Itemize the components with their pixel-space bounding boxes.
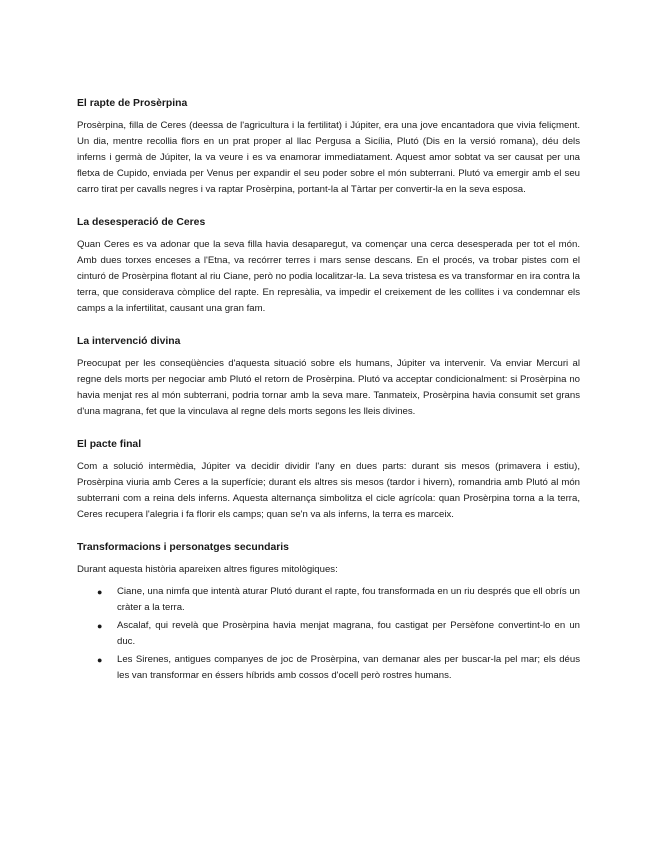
section-heading: La intervenció divina [77,336,181,347]
section-heading: Transformacions i personatges secundaris [77,542,289,553]
list-item-text: Ascalaf, qui revelà que Prosèrpina havia menjat magrana, fou castigat per Persèfone convertint-lo en un duc. [117,620,580,647]
section-transformacions [77,541,580,684]
section-heading: El rapte de Prosèrpina [77,98,188,109]
section-desesperacio [77,216,580,317]
section-body: Quan Ceres es va adonar que la seva filla havia desaparegut, va començar una cerca desesperada per tot el món. Amb dues torxes enceses a l'Etna, va recórrer terres i mars sense descans. En el procés, va trobar pistes com el cinturó de Prosèrpina flotant al riu Ciane, però no podia localitzar-la. La seva tristesa es va transformar en ira contra la terra, que considerava còmplice del rapte. En represàlia, va impedir el creixement de les collites i va condemnar els camps a la infertilitat, causant una gran fam. [77,239,580,314]
list-item [77,652,580,684]
section-intro: Durant aquesta història apareixen altres figures mitològiques: [77,564,338,575]
bullet-icon: ● [97,621,103,631]
section-heading: La desesperació de Ceres [77,217,206,228]
bullet-icon: ● [97,655,103,665]
section-pacte [77,438,580,523]
figures-list [77,584,580,684]
section-heading: El pacte final [77,439,142,450]
section-body: Prosèrpina, filla de Ceres (deessa de l'agricultura i la fertilitat) i Júpiter, era una jove encantadora que vivia feliçment. Un dia, mentre recollia flors en un prat proper al llac Pergusa a Sicília, Plutó (Dis en la versió romana), déu dels inferns i germà de Júpiter, la va veure i es va enamorar immediatament. Aquest amor sobtat va ser causat per una fletxa de Cupido, enviada per Venus per expandir el seu poder sobre el món subterrani. Plutó va emergir amb el seu carro tirat per cavalls negres i va raptar Prosèrpina, portant-la al Tàrtar per convertir-la en la seva esposa. [77,120,580,195]
list-item [77,584,580,616]
list-item-text: Ciane, una nimfa que intentà aturar Plutó durant el rapte, fou transformada en un riu després que ell obrís un cràter a la terra. [117,586,580,613]
list-item-text: Les Sirenes, antigues companyes de joc de Prosèrpina, van demanar ales per buscar-la pel mar; els déus les van transformar en éssers híbrids amb cossos d'ocell però rostres humans. [117,654,580,681]
section-body: Com a solució intermèdia, Júpiter va decidir dividir l'any en dues parts: durant sis mesos (primavera i estiu), Prosèrpina viuria amb Ceres a la superfície; durant els altres sis mesos (tardor i hivern), romandria amb Plutó al món subterrani com a reina dels inferns. Aquesta alternança simbolitza el cicle agrícola: quan Prosèrpina torna a la terra, Ceres recupera l'alegria i fa florir els camps; quan se'n va als inferns, la terra es marceix. [77,461,580,520]
list-item [77,618,580,650]
section-body: Preocupat per les conseqüències d'aquesta situació sobre els humans, Júpiter va intervenir. Va enviar Mercuri al regne dels morts per negociar amb Plutó el retorn de Prosèrpina. Plutó va acceptar condicionalment: si Prosèrpina no havia menjat res al món subterrani, podria tornar amb la seva mare. Tanmateix, Prosèrpina havia consumit set grans d'una magrana, fet que la vinculava al regne dels morts segons les lleis divines. [77,358,580,417]
bullet-icon: ● [97,587,103,597]
section-intervencio [77,335,580,420]
section-rapte [77,97,580,198]
